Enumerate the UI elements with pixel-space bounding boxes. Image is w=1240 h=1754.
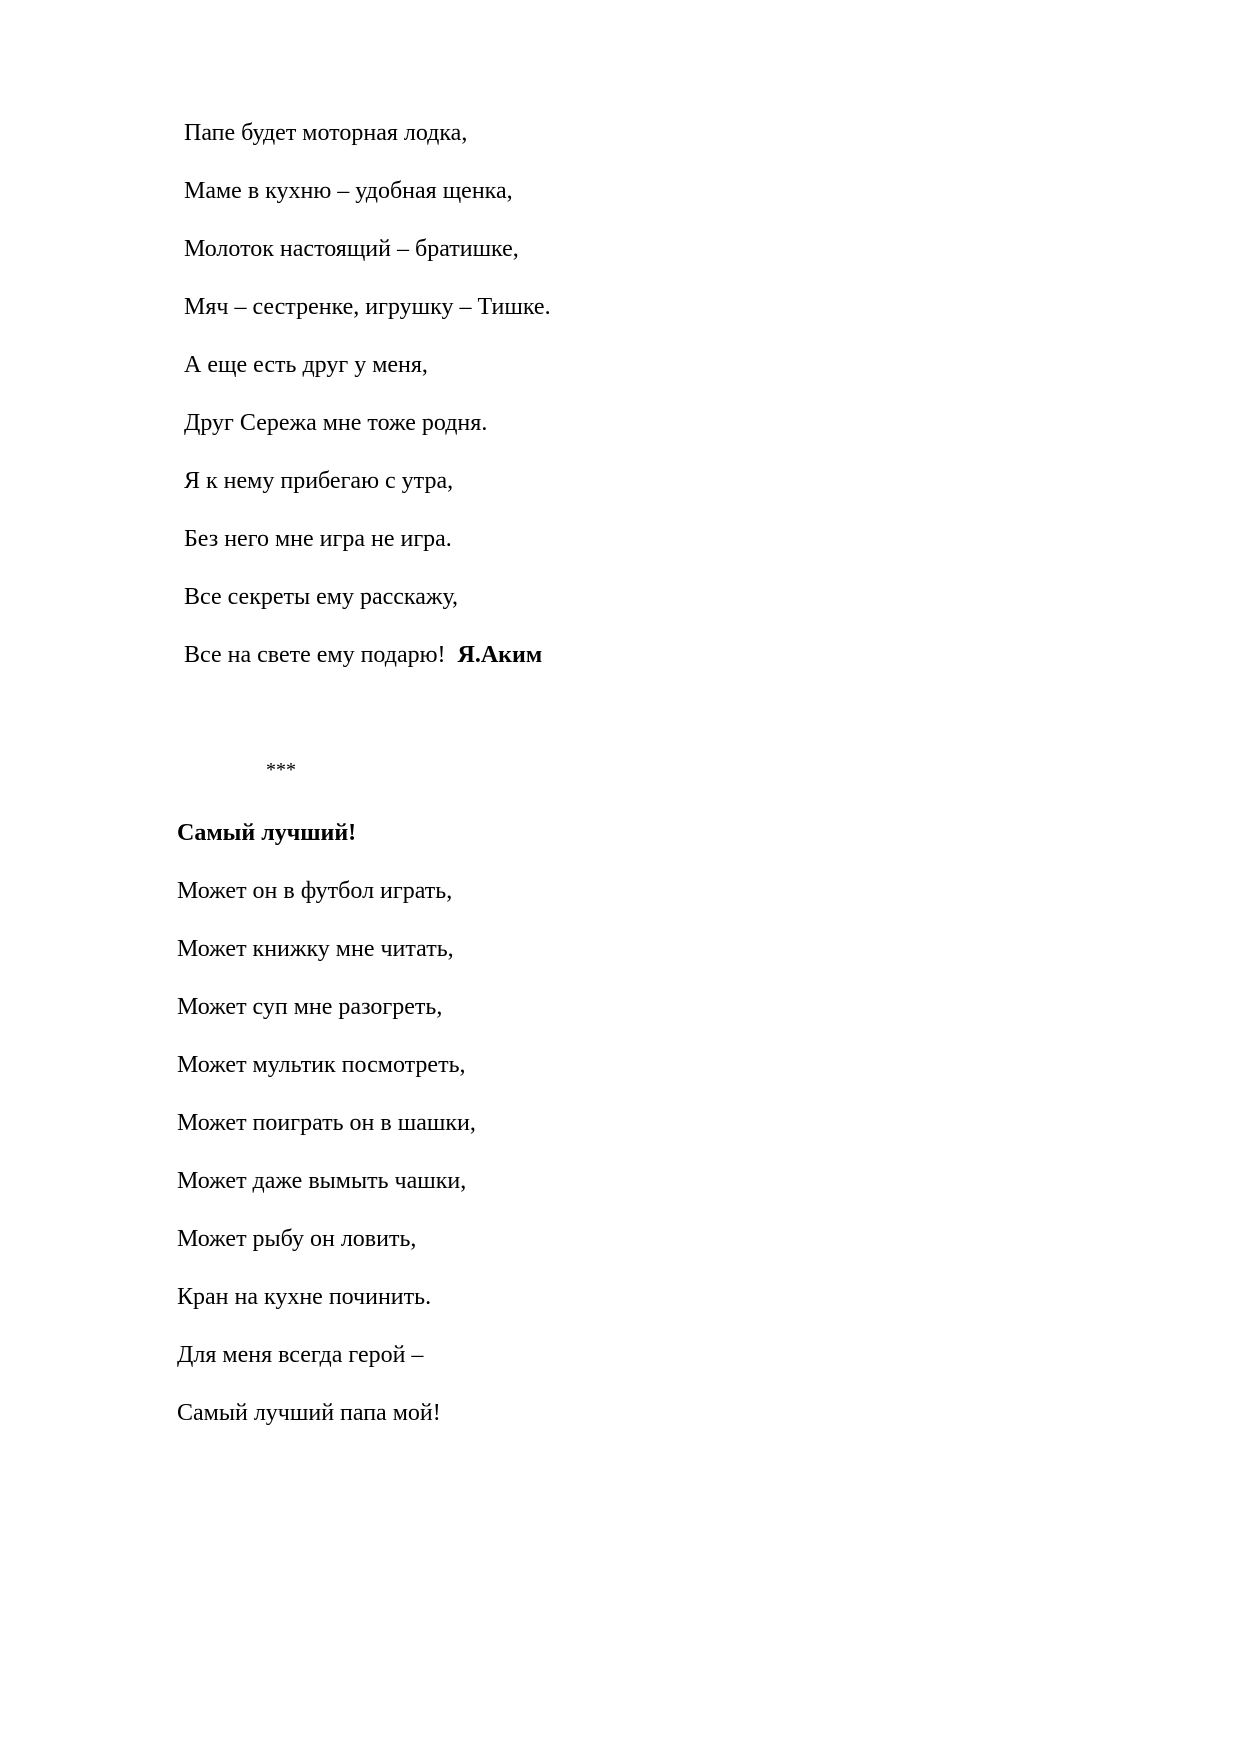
poem-line: Мяч – сестренке, игрушку – Тишке. [184, 294, 551, 320]
poem-line: А еще есть друг у меня, [184, 352, 428, 378]
poem-line: Все секреты ему расскажу, [184, 584, 459, 610]
poem-line: Для меня всегда герой – [177, 1342, 424, 1368]
poem-author: Я.Аким [457, 642, 543, 668]
poem-title: Самый лучший! [177, 820, 357, 846]
poem-line: Молоток настоящий – братишке, [184, 236, 519, 262]
poem-line: Может книжку мне читать, [177, 936, 454, 962]
poem-line: Может мультик посмотреть, [177, 1052, 466, 1078]
poem-line: Папе будет моторная лодка, [184, 120, 468, 146]
poem-line: Может поиграть он в шашки, [177, 1110, 476, 1136]
poem-line: Самый лучший папа мой! [177, 1400, 441, 1426]
poem-line: Может рыбу он ловить, [177, 1226, 417, 1252]
poem-line: Может он в футбол играть, [177, 878, 453, 904]
poem-line-text: Все на свете ему подарю! [184, 642, 446, 668]
poem-1 [184, 112, 551, 692]
poem-line: Друг Сережа мне тоже родня. [184, 410, 488, 436]
poem-line: Может суп мне разогреть, [177, 994, 443, 1020]
section-separator: *** [266, 759, 296, 781]
poem-2 [177, 812, 476, 1450]
poem-line: Я к нему прибегаю с утра, [184, 468, 454, 494]
poem-line: Без него мне игра не игра. [184, 526, 452, 552]
poem-line: Маме в кухню – удобная щенка, [184, 178, 513, 204]
poem-line: Кран на кухне починить. [177, 1284, 432, 1310]
poem-line: Может даже вымыть чашки, [177, 1168, 467, 1194]
poem-last-line [184, 634, 551, 692]
